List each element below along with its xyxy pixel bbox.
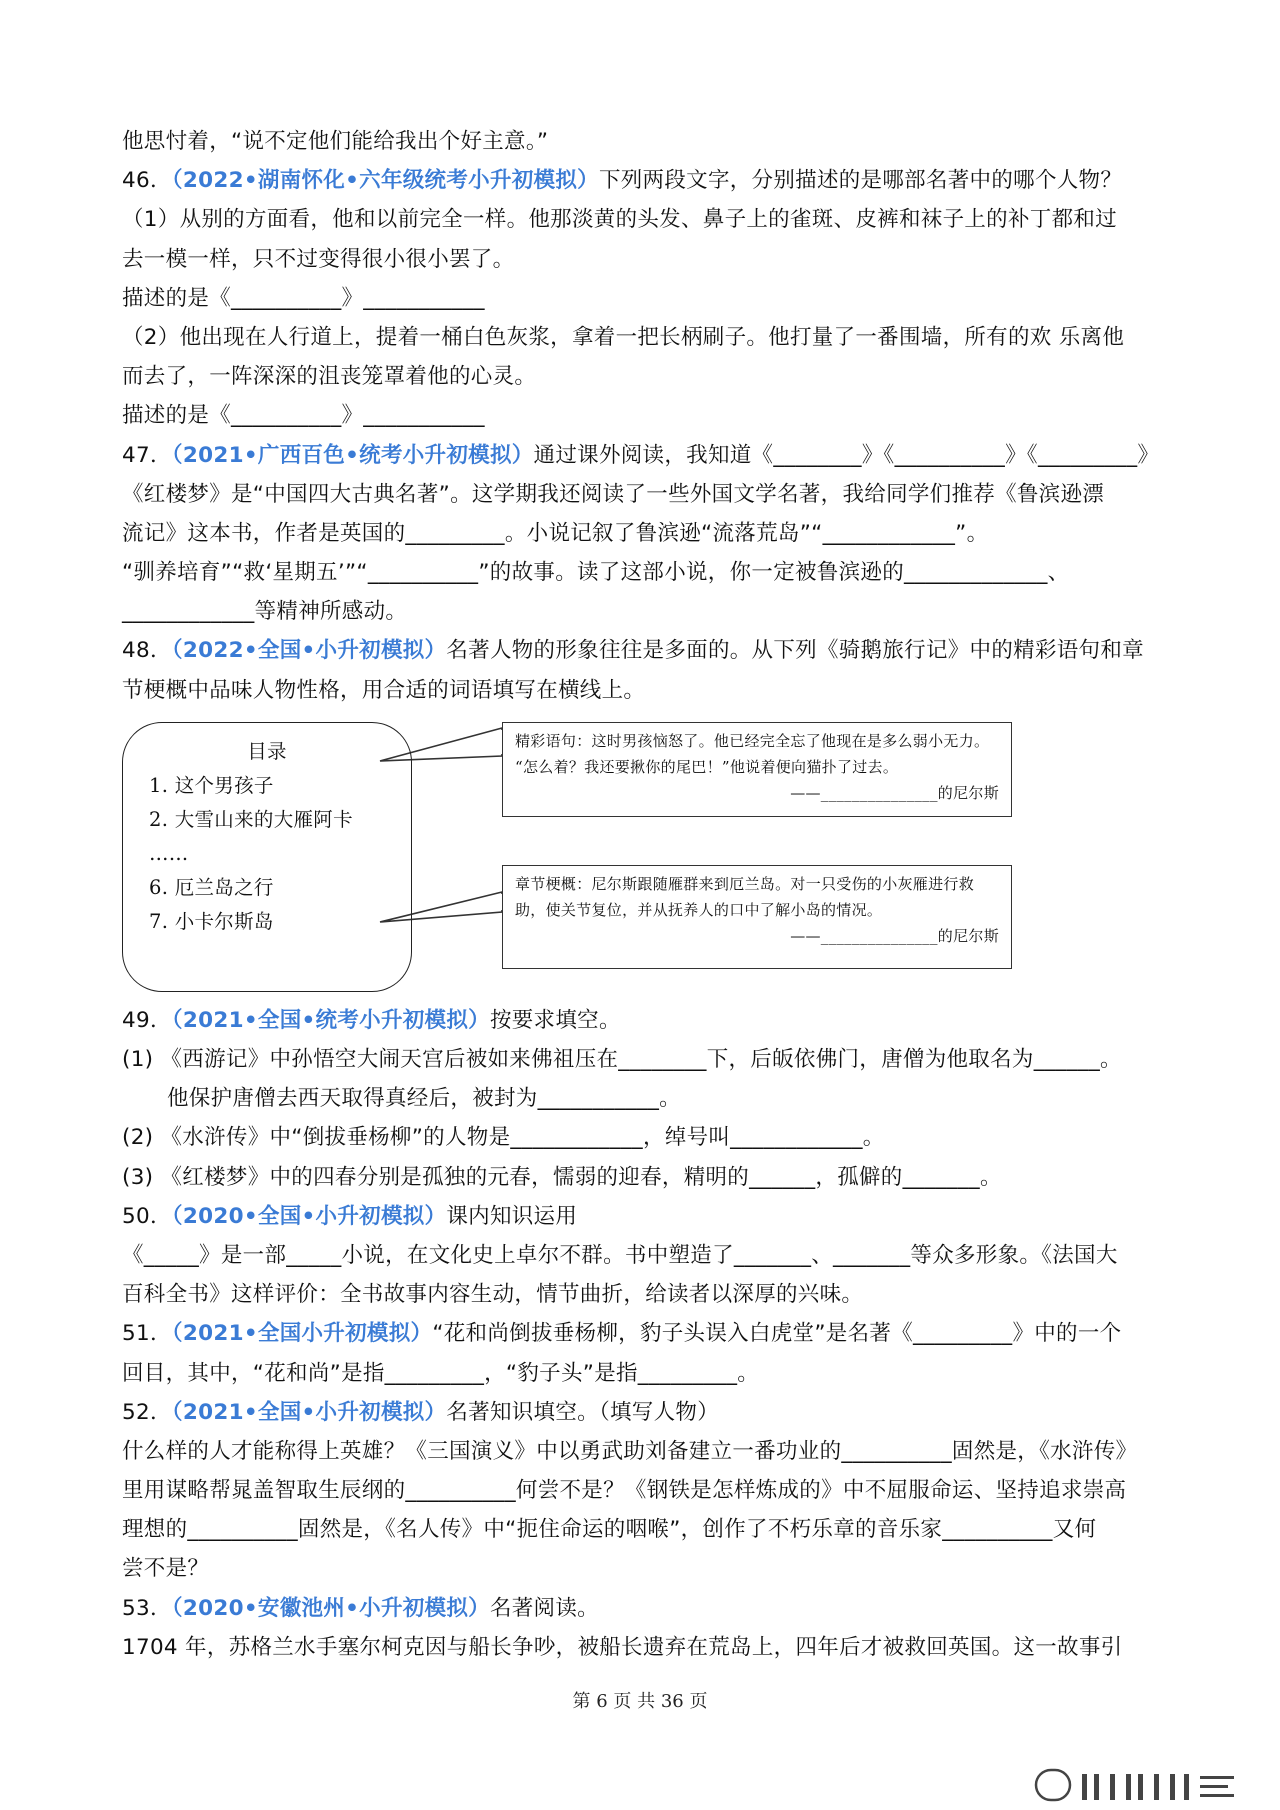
text-line	[122, 1040, 1162, 1079]
quote-signature: ——_______________的尼尔斯	[790, 783, 999, 802]
toc-item: 7. 小卡尔斯岛	[149, 909, 274, 933]
question-line	[122, 1589, 1162, 1628]
line-text: （1）从别的方面看，他和以前完全一样。他那淡黄的头发、鼻子上的雀斑、皮裤和袜子上的补丁都和过	[122, 207, 1117, 233]
question-line	[122, 1001, 1162, 1040]
line-text: 什么样的人才能称得上英雄？《三国演义》中以勇武助刘备建立一番功业的__________固然是，《水浒传》	[122, 1438, 1138, 1464]
line-text: (2) 《水浒传》中“倒拔垂杨柳”的人物是____________，绰号叫____________。	[122, 1125, 885, 1151]
question-line	[122, 631, 1162, 670]
line-text: 理想的__________固然是，《名人传》中“扼住命运的咽喉”，创作了不朽乐章的音乐家__________又何	[122, 1517, 1097, 1543]
question-line	[122, 436, 1162, 475]
question-source: （2020•安徽池州•小升初模拟）	[171, 1595, 490, 1621]
text-line	[122, 1432, 1162, 1471]
question-number: 47．	[122, 442, 172, 468]
line-text: 里用谋略帮晁盖智取生辰纲的__________何尝不是？《钢铁是怎样炼成的》中不屈服命运、坚持追求崇高	[122, 1478, 1127, 1504]
text-line	[122, 1158, 1162, 1197]
line-text: 他保护唐僧去西天取得真经后，被封为___________。	[167, 1086, 681, 1112]
text-line	[122, 1510, 1162, 1549]
line-text: 尝不是？	[122, 1556, 210, 1582]
watermark-icon	[1034, 1766, 1264, 1806]
text-block-top	[122, 122, 1162, 710]
text-line	[122, 318, 1162, 357]
question-source: （2022•全国•小升初模拟）	[171, 638, 447, 664]
table-of-contents	[122, 722, 412, 992]
text-block-bottom	[122, 1001, 1162, 1667]
text-line	[122, 122, 1162, 161]
question-number: 46．	[122, 168, 172, 194]
text-line	[122, 1354, 1162, 1393]
line-text: 去一模一样，只不过变得很小很小罢了。	[122, 246, 515, 272]
line-text: 描述的是《__________》___________	[122, 403, 485, 429]
toc-item: 2. 大雪山来的大雁阿卡	[149, 807, 353, 831]
text-line	[122, 1118, 1162, 1157]
question-line	[122, 1314, 1162, 1353]
line-text: 百科全书》这样评价：全书故事内容生动，情节曲折，给读者以深厚的兴味。	[122, 1282, 864, 1308]
text-line	[122, 279, 1162, 318]
question-number: 52．	[122, 1399, 172, 1425]
text-line	[122, 1471, 1162, 1510]
toc-item: ……	[149, 841, 189, 865]
question-source: （2021•全国•小升初模拟）	[171, 1399, 447, 1425]
line-text: 课内知识运用	[446, 1203, 578, 1229]
question-source: （2021•全国小升初模拟）	[171, 1321, 433, 1347]
question-line	[122, 161, 1162, 200]
line-text: “花和尚倒拔垂杨柳，豹子头误入白虎堂”是名著《_________》中的一个	[432, 1321, 1122, 1347]
line-text: “驯养培育”“救‘星期五’”“__________”的故事。读了这部小说，你一定被鲁滨逊的_____________、	[122, 560, 1070, 586]
line-text: (3) 《红楼梦》中的四春分别是孤独的元春，懦弱的迎春，精明的______，孤僻的_______。	[122, 1164, 1002, 1190]
line-text: 而去了，一阵深深的沮丧笼罩着他的心灵。	[122, 364, 537, 390]
line-text: ____________等精神所感动。	[122, 599, 408, 625]
question-source: （2021•全国•统考小升初模拟）	[171, 1007, 490, 1033]
page-footer: 第 6 页 共 36 页	[572, 1691, 708, 1712]
summary-signature: ——_______________的尼尔斯	[790, 926, 999, 945]
text-line	[122, 475, 1162, 514]
toc-title: 目录	[247, 739, 287, 763]
text-line	[122, 553, 1162, 592]
text-line	[122, 671, 1162, 710]
note-line: “怎么着？我还要揪你的尾巴！”他说着便向猫扑了过去。	[515, 757, 899, 776]
reading-figure	[122, 722, 1162, 997]
text-line	[122, 1236, 1162, 1275]
line-text: 通过课外阅读，我知道《________》《__________》《_________》	[533, 442, 1160, 468]
note-line: 章节梗概：尼尔斯跟随雁群来到厄兰岛。对一只受伤的小灰雁进行救	[515, 874, 975, 893]
line-text: 《红楼梦》是“中国四大古典名著”。这学期我还阅读了一些外国文学名著，我给同学们推荐《鲁滨逊漂	[122, 481, 1105, 507]
text-line	[122, 1628, 1162, 1667]
quote-box	[502, 722, 1012, 817]
question-line	[122, 1393, 1162, 1432]
page-content	[122, 122, 1162, 1667]
text-line	[122, 1275, 1162, 1314]
question-number: 50．	[122, 1203, 172, 1229]
line-text: 他思忖着，“说不定他们能给我出个好主意。”	[122, 129, 549, 154]
line-text: 按要求填空。	[489, 1007, 621, 1033]
toc-item: 6. 厄兰岛之行	[149, 875, 274, 899]
text-line	[122, 514, 1162, 553]
question-number: 48．	[122, 638, 172, 664]
line-text: 《_____》是一部_____小说，在文化史上卓尔不群。书中塑造了_______、_______等众多形象。《法国大	[122, 1242, 1118, 1268]
line-text: 名著阅读。	[489, 1595, 599, 1621]
line-text: 流记》这本书，作者是英国的_________。小说记叙了鲁滨逊“流落荒岛”“____________”。	[122, 520, 989, 546]
toc-list	[123, 769, 411, 939]
line-text: 1704 年，苏格兰水手塞尔柯克因与船长争吵，被船长遗弃在荒岛上，四年后才被救回英国。这一故事引	[122, 1634, 1123, 1660]
note-line: 助，使关节复位，并从抚养人的口中了解小岛的情况。	[515, 900, 883, 919]
question-source: （2022•湖南怀化•六年级统考小升初模拟）	[171, 168, 599, 194]
line-text: 描述的是《__________》___________	[122, 285, 485, 311]
question-number: 51．	[122, 1321, 172, 1347]
text-line	[122, 1549, 1162, 1588]
question-line	[122, 1197, 1162, 1236]
question-source: （2020•全国•小升初模拟）	[171, 1203, 447, 1229]
question-source: （2021•广西百色•统考小升初模拟）	[171, 442, 534, 468]
line-text: (1) 《西游记》中孙悟空大闹天宫后被如来佛祖压在________下，后皈依佛门，唐僧为他取名为______。	[122, 1047, 1122, 1072]
quote-text	[515, 728, 999, 780]
summary-text	[515, 871, 999, 923]
text-line	[122, 357, 1162, 396]
line-text: 节梗概中品味人物性格，用合适的词语填写在横线上。	[122, 677, 646, 703]
text-line	[122, 592, 1162, 631]
summary-box	[502, 865, 1012, 969]
text-line	[122, 240, 1162, 279]
text-line	[122, 200, 1162, 239]
line-text: （2）他出现在人行道上，提着一桶白色灰浆，拿着一把长柄刷子。他打量了一番围墙，所有的欢 乐离他	[122, 324, 1125, 350]
note-line: 精彩语句：这时男孩恼怒了。他已经完全忘了他现在是多么弱小无力。	[515, 731, 990, 750]
text-line	[122, 396, 1162, 435]
text-line	[122, 1079, 1162, 1118]
toc-item: 1. 这个男孩子	[149, 773, 274, 797]
line-text: 回目，其中，“花和尚”是指_________，“豹子头”是指_________。	[122, 1360, 760, 1386]
line-text: 下列两段文字，分别描述的是哪部名著中的哪个人物？	[598, 168, 1123, 194]
line-text: 名著人物的形象往往是多面的。从下列《骑鹅旅行记》中的精彩语句和章	[446, 638, 1144, 664]
question-number: 49．	[122, 1007, 172, 1033]
line-text: 名著知识填空。（填写人物）	[446, 1399, 719, 1425]
question-number: 53．	[122, 1595, 172, 1621]
